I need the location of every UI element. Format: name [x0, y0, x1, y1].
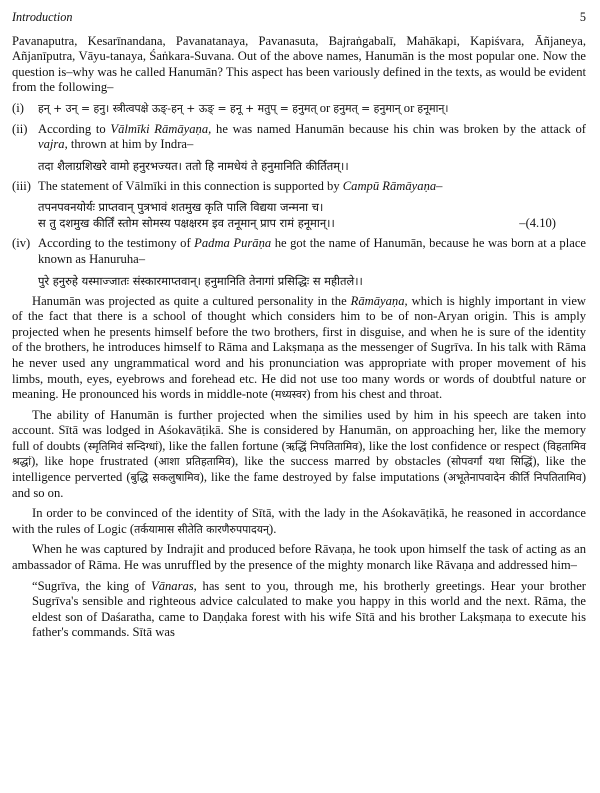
list-marker: (iii)	[12, 178, 31, 193]
list-item-iii	[12, 179, 586, 195]
sanskrit-derivation-3: हनूमान्।	[417, 101, 449, 115]
paragraph-names: Pavanaputra, Kesarīnandana, Pavanatanaya, Pavanasuta, Bajraṅgabalī, Mahākapi, Kapiśvara, Āñjaneya, Añjanīputra, Vāyu-tanaya, Śaṅkara-Suvana. Out of the above names, Hanumān is the most popular one. Now the question is–why was he called Hanumān? This aspect has been variously defined in the texts, as would be evident from the following–	[12, 33, 586, 95]
sanskrit-verse-padma: पुरे हनुरुहे यस्माज्जातः संस्कारमाप्तवान्। हनुमानिति तेनागां प्रसिद्धिः स महीतले।।	[38, 273, 363, 288]
header-title: Introduction	[12, 10, 73, 24]
paragraph-cultured: Hanumān was projected as quite a cultured personality in the Rāmāyaṇa, which is highly important in view of the fact that there is a school of thought which considers him to be of non-Aryan origin. This is amply projected when he presents himself before the two brothers, first in disguise, and when he is sure of the identity of the brothers, he introduces himself to Rāma and Lakṣmaṇa as the messenger of Sugrīva. In his talk with Rāma he never used any ungrammatical word and his pronunciation was appropriate with proper movement of his limbs, mouth, eyes, eyebrows and forehead etc. He did not use too many words or words of doubtful nature or meaning. He pronounced his words in middle-note (मध्यस्वर) from his chest and throat.	[12, 293, 587, 402]
list-item-ii	[12, 122, 586, 153]
list-marker: (ii)	[12, 121, 28, 136]
list-marker: (i)	[12, 100, 24, 115]
verse-line-2: स तु दशमुख कीर्तिं स्तोम सोमस्य पक्षक्षरम इव तनूमान् प्राप रामं हनूमान्।। –(4.10)	[38, 215, 586, 231]
verse-line-1: तपनपवनयोर्यः प्राप्तवान् पुत्रभावं शतमुख कृति पालि विद्यया जन्मना च।	[38, 200, 324, 215]
list-text: The statement of Vālmīki in this connection is supported by Campū Rāmāyaṇa–	[38, 178, 443, 193]
sanskrit-derivation-2: हनुमत् = हनुमान्	[333, 101, 401, 115]
list-text: According to Vālmīki Rāmāyaṇa, he was named Hanumān because his chin was broken by the attack of vajra, thrown at him by Indra–	[38, 121, 586, 152]
list-item-iv	[12, 236, 586, 267]
page-number: 5	[579, 10, 586, 24]
paragraph-similies: The ability of Hanumān is further projected when the similies used by him in his speech are taken into account. Sītā was lodged in Aśokavāṭikā. She is considered by Hanumān, on approaching her, like the memory full of doubts (स्मृतिमिवं सन्दिग्धां), like the fallen fortune (ऋद्धिं निपतितामिव), like the lost confidence or respect (विहतामिव श्रद्धां), like hope frustrated (आशा प्रतिहतामिव), like the success marred by obstacles (सोपवर्गां यथा सिद्धिं), like the intelligence perverted (बुद्धि सकलुषामिव), like the fame destroyed by false imputations (अभूतेनापवादेन कीर्ति निपतितामिव) and so on.	[12, 407, 587, 500]
list-text: हन् + उन् = हनु। स्त्रीत्वपक्षे ऊङ्-हन् + ऊङ् = हनू + मतुप् = हनुमत् or हनुमत् = हनुमान् or हनूमान्।	[38, 100, 449, 115]
list-marker: (iv)	[12, 236, 31, 251]
quotation: “Sugrīva, the king of Vānaras, has sent to you, through me, his brotherly greetings. Hear your brother Sugrīva's sensible and righteous advice calculated to make you happy in this world and the next. Rāma, the eldest son of Daśaratha, came to Daṇḍaka forest with his wife Sītā and his brother Lakṣmaṇa to execute his father's commands. Sītā was	[32, 578, 586, 640]
paragraph-ambassador: When he was captured by Indrajit and produced before Rāvaṇa, he took upon himself the task of acting as an ambassador of Rāma. He was unruffled by the presence of the mighty monarch like Rāvaṇa and addressed him–	[12, 542, 586, 573]
list-text: According to the testimony of Padma Purāṇa he got the name of Hanumān, because he was born at a place known as Hanuruha–	[38, 236, 586, 266]
running-header	[12, 10, 586, 26]
sanskrit-verse-valmiki: तदा शैलाग्रशिखरे वामो हनुरभज्यत। ततो हि नामधेयं ते हनुमानिति कीर्तितम्।।	[38, 158, 349, 173]
paragraph-logic: In order to be convinced of the identity of Sītā, with the lady in the Aśokavāṭikā, he reasoned in accordance with the rules of Logic (तर्कयामास सीतेति कारणैरुपपादयन्).	[12, 506, 586, 536]
sanskrit-derivation-1: हन् + उन् = हनु। स्त्रीत्वपक्षे ऊङ्-हन् + ऊङ् = हनू + मतुप् = हनुमत्	[38, 101, 317, 115]
verse-reference: –(4.10)	[519, 216, 556, 231]
list-item-i	[12, 101, 586, 117]
sanskrit-verse-campu	[12, 199, 586, 231]
